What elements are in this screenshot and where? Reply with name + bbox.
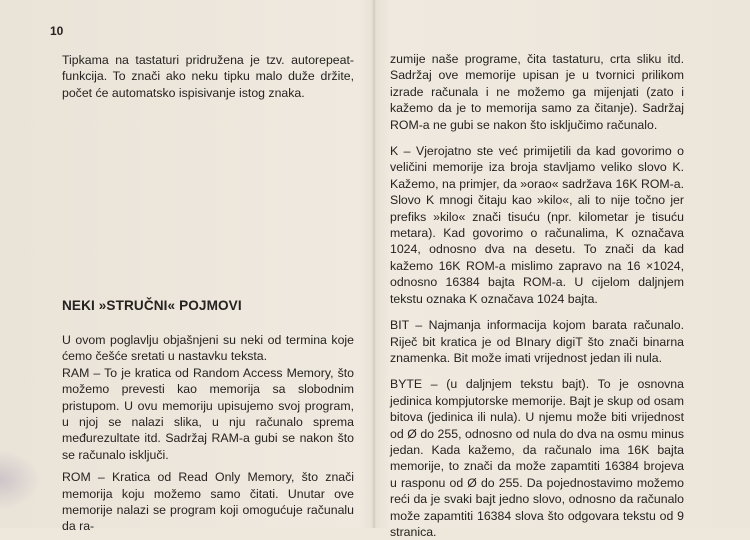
paragraph-rom-continued: zumije naše programe, čita tastaturu, crta sliku itd. Sadržaj ove memorije upisan je u tvornici prilikom izrade računala i ne možemo ga mijenjati (zato i kažemo da je to memorija samo za čitanje). Sadržaj ROM-a ne gubi se nakon što isključimo računalo. xyxy=(390,52,684,132)
left-column-body xyxy=(62,332,354,535)
right-column xyxy=(390,51,684,540)
paragraph-rom: ROM – Kratica od Read Only Memory, što znači memorija koju možemo samo čitati. Unutar ove memorije nalazi se program koji omogućuje računalu da ra- xyxy=(62,470,354,534)
left-column-intro xyxy=(62,52,354,101)
section-heading: NEKI »STRUČNI« POJMOVI xyxy=(62,298,242,313)
paragraph-k: K – Vjerojatno ste već primijetili da kad govorimo o veličini memorije iza broja stavljamo veliko slovo K. Kažemo, na primjer, da »orao« sadržava 16K ROM-a. Slovo K mnogi čitaju kao »kilo«, ali to nije točno jer prefiks »kilo« znači tisuću (npr. kilometar je tisuću metara). Kad govorimo o računalima, K označava 1024, odnosno dva na desetu. To znači da kad kažemo 16K ROM-a mislimo zapravo na 16 ×1024, odnosno 16384 bajta ROM-a. U cijelom daljnjem tekstu oznaka K označava 1024 bajta. xyxy=(390,144,684,306)
page-number: 10 xyxy=(50,24,64,38)
paragraph-intro-terms: U ovom poglavlju objašnjeni su neki od termina koje ćemo češće sretati u nastavku teksta. xyxy=(62,333,354,364)
intro-paragraph: Tipkama na tastaturi pridružena je tzv. autorepeat-funkcija. To znači ako neku tipku malo duže držite, počet će automatsko ispisivanje istog znaka. xyxy=(62,53,354,100)
paragraph-ram: RAM – To je kratica od Random Access Memory, što možemo prevesti kao memorija sa slobodnim pristupom. U ovu memoriju upisujemo svoj program, u njoj se nalazi slika, u nju računalo sprema međurezultate itd. Sadržaj RAM-a gubi se nakon što se računalo isključi. xyxy=(62,365,354,462)
paragraph-byte: BYTE – (u daljnjem tekstu bajt). To je osnovna jedinica kompjutorske memorije. Bajt je skup od osam bitova (jedinica ili nula). U njemu može biti vrijednost od Ø do 255, odnosno od nula do dva na osmu minus jedan. Kada kažemo, da računalo ima 16K bajta memorije, to znači da može zapamtiti 16384 brojeva u rasponu od Ø do 255. Da pojednostavimo možemo reći da je svaki bajt jedno slovo, odnosno da računalo može zapamtiti 16384 slova što odgovara tekstu od 9 stranica. xyxy=(390,377,684,539)
paragraph-bit: BIT – Najmanja informacija kojom barata računalo. Riječ bit kratica je od BInary digiT što znači binarna znamenka. Bit može imati vrijednost jedan ili nula. xyxy=(390,318,684,365)
page-stain xyxy=(0,450,40,510)
page-fold xyxy=(372,0,376,528)
